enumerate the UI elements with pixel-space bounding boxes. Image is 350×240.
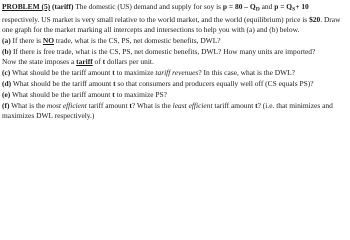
question-c-label: (c) — [2, 67, 11, 77]
most-efficient-emphasis: most efficient — [46, 100, 87, 110]
question-a-label: (a) — [2, 36, 11, 46]
question-e: (e) What should be the tariff amount t to maximize PS? — [2, 89, 167, 99]
question-d-label: (d) — [2, 78, 12, 88]
question-f: (f) What is the most efficient tariff amount t? What is the least efficient tariff amount t? (i.e. that minimizes and maximizes DWL respectively.) — [2, 100, 333, 120]
tariff-statement: Now the state imposes a tariff of t dollars per unit. — [2, 57, 154, 67]
question-f-label: (f) — [2, 100, 10, 110]
world-price: $20 — [309, 15, 321, 25]
problem-topic: (tariff) — [52, 2, 74, 11]
demand-equation: $p = 80 - Q_D$ — [222, 2, 260, 13]
tariff-emphasis: tariff — [76, 57, 93, 67]
least-efficient-emphasis: least efficient — [172, 100, 213, 110]
question-d: (d) What should be the tariff amount t so that consumers and producers equally well off (CS equals PS)? — [2, 78, 314, 88]
intro-text-3: . Draw one graph for the market marking all intercepts and intersections to help you with (a) and (b) below. — [2, 15, 341, 35]
no-trade-emphasis: NO — [42, 36, 55, 46]
question-e-label: (e) — [2, 89, 11, 99]
question-b: (b) If there is free trade, what is the CS, PS, net domestic benefits, DWL? How many units are imported? Now the state imposes a tariff of t dollars per unit. — [2, 47, 316, 67]
problem-number: PROBLEM (5) — [2, 2, 51, 11]
tariff-revenues-emphasis: tariff revenues — [155, 67, 199, 77]
question-b-label: (b) — [2, 47, 12, 57]
question-c: (c) What should be the tariff amount t to maximize tariff revenues? In this case, what is the DWL? — [2, 67, 295, 77]
intro-text-1: The domestic (US) demand and supply for soy is — [75, 2, 223, 11]
question-a: (a) If there is NO trade, what is the CS, PS, net domestic benefits, DWL? — [2, 36, 221, 46]
intro-and: and — [259, 2, 275, 11]
problem-intro — [2, 2, 346, 35]
intro-text-2: respectively. US market is very small relative to the world market, and the world (equilibrium) price is — [2, 15, 308, 25]
supply-equation: $p = Q_S+ 10$ — [274, 2, 309, 13]
